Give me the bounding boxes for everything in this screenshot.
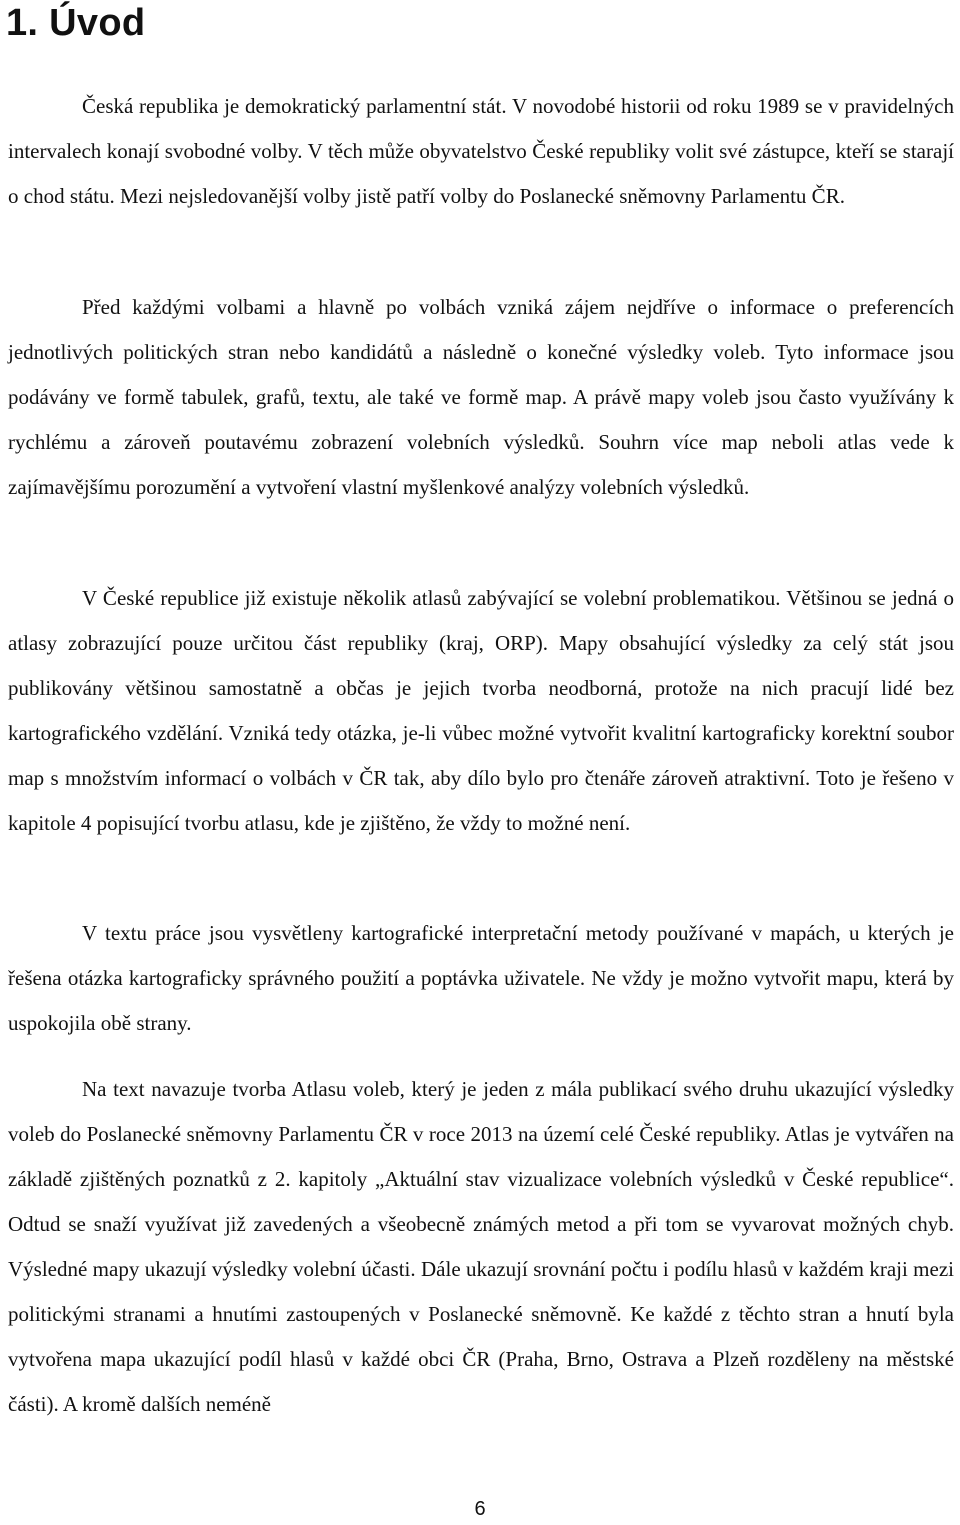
- paragraph-cartographic-methods: V textu práce jsou vysvětleny kartografické interpretační metody používané v mapách, u kterých je řešena otázka kartograficky správného použití a poptávka uživatele. Ne vždy je možno vytvořit mapu, která by uspokojila obě strany.: [8, 921, 954, 1035]
- paragraph-election-information: Před každými volbami a hlavně po volbách vzniká zájem nejdříve o informace o preferencích jednotlivých politických stran nebo kandidátů a následně o konečné výsledky voleb. Tyto informace jsou podávány ve formě tabulek, grafů, textu, ale také ve formě map. A právě mapy voleb jsou často využívány k rychlému a zároveň poutavému zobrazení volebních výsledků. Souhrn více map neboli atlas vede k zajímavějšímu porozumění a vytvoření vlastní myšlenkové analýzy volebních výsledků.: [8, 295, 954, 499]
- paragraph-atlas-of-elections: Na text navazuje tvorba Atlasu voleb, který je jeden z mála publikací svého druhu ukazující výsledky voleb do Poslanecké sněmovny Parlamentu ČR v roce 2013 na území celé České republiky. Atlas je vytvářen na základě zjištěných poznatků z 2. kapitoly „Aktuální stav vizualizace volebních výsledků v České republice“. Odtud se snaží využívat již zavedených a všeobecně známých metod a při tom se vyvarovat možných chyb. Výsledné mapy ukazují výsledky volební účasti. Dále ukazují srovnání počtu i podílu hlasů v každém kraji mezi politickými stranami a hnutími zastoupených v Poslanecké sněmovně. Ke každé z těchto stran a hnutí byla vytvořena mapa ukazující podíl hlasů v každé obci ČR (Praha, Brno, Ostrava a Plzeň rozděleny na městské části). A kromě dalších neméně: [8, 1077, 954, 1416]
- chapter-heading: 1. Úvod: [6, 2, 146, 44]
- page-number: 6: [474, 1498, 486, 1520]
- paragraph-intro: Česká republika je demokratický parlamentní stát. V novodobé historii od roku 1989 se v pravidelných intervalech konají svobodné volby. V těch může obyvatelstvo České republiky volit své zástupce, kteří se starají o chod státu. Mezi nejsledovanější volby jistě patří volby do Poslanecké sněmovny Parlamentu ČR.: [8, 94, 954, 208]
- paragraph-existing-atlases: V České republice již existuje několik atlasů zabývající se volební problematikou. Většinou se jedná o atlasy zobrazující pouze určitou část republiky (kraj, ORP). Mapy obsahující výsledky za celý stát jsou publikovány většinou samostatně a občas je jejich tvorba neodborná, protože na nich pracují lidé bez kartografického vzdělání. Vzniká tedy otázka, je-li vůbec možné vytvořit kvalitní kartograficky korektní soubor map s množstvím informací o volbách v ČR tak, aby dílo bylo pro čtenáře zároveň atraktivní. Toto je řešeno v kapitole 4 popisující tvorbu atlasu, kde je zjištěno, že vždy to možné není.: [8, 586, 954, 835]
